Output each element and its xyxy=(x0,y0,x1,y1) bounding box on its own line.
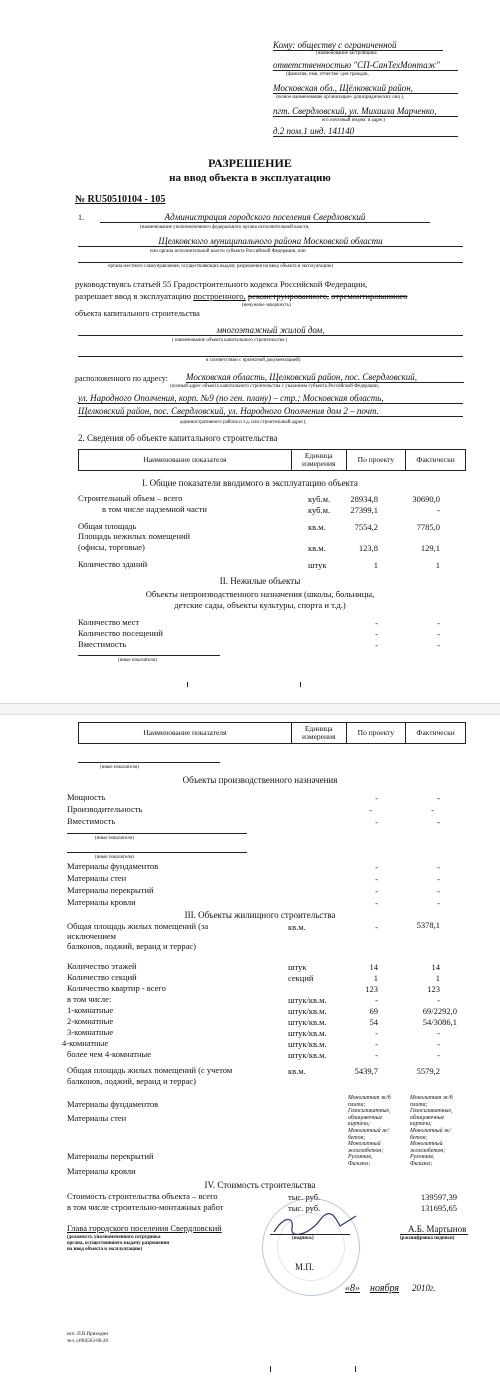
p3-row-name: Количество секций xyxy=(67,972,137,982)
authority-line-2: Щелковского муниципального района Московской области xyxy=(78,236,463,247)
p1-row-actual: - xyxy=(437,505,440,515)
p3-row-actual: 69/2292,0 xyxy=(422,1006,457,1016)
object-caption: ( наименование объекта капитального строительства ) xyxy=(172,338,288,343)
p2-row-project: - xyxy=(375,618,378,628)
res-material-walls: Материалы стен xyxy=(67,1113,127,1123)
other-indicators-caption: (иные показатели) xyxy=(95,836,134,841)
p3-row-unit: штук/кв.м. xyxy=(288,1017,327,1027)
header-actual: Фактически xyxy=(406,723,466,744)
p3-row-name: Количество квартир - всего xyxy=(67,983,166,993)
p1-row-project: 28934,8 xyxy=(350,494,378,504)
p1-row-unit: штук xyxy=(308,560,327,570)
p3-row-unit: штук/кв.м. xyxy=(288,1039,327,1049)
p1-row-project: 123,8 xyxy=(358,543,378,553)
executor-phone: тел. (496)563-00-20 xyxy=(67,1339,109,1344)
allows-label: разрешает ввод в эксплуатацию xyxy=(75,291,192,301)
guided-text: руководствуясь статьей 55 Градостроительного кодекса Российской Федерации, xyxy=(75,279,368,289)
material-row-name: Материалы фундаментов xyxy=(67,861,159,871)
p1-row-actual: 7785,0 xyxy=(416,522,440,532)
living-area-text-2: исключением xyxy=(67,931,117,941)
p3-row-unit: штук/кв.м. xyxy=(288,1050,327,1060)
p2-row-actual: - xyxy=(437,629,440,639)
p3-row-unit: штук/кв.м. xyxy=(288,1006,327,1016)
executor: исп. П.В.Приходин xyxy=(67,1332,108,1337)
p3-row-project: 69 xyxy=(369,1006,378,1016)
part-2-subtitle-2: детские сады, объекты культуры, спорта и т.д.) xyxy=(174,600,346,610)
header-unit: Единица измерения xyxy=(291,450,346,471)
page-separator xyxy=(0,703,500,715)
cost-works-label: в том числе строительно-монтажных работ xyxy=(67,1202,224,1212)
date-year: 2010г. xyxy=(412,1283,436,1293)
table-header-2 xyxy=(78,722,466,744)
total-area-text-2: балконов, лоджий, веранд и террас) xyxy=(67,1076,197,1086)
industrial-row-project: - xyxy=(375,793,378,803)
p3-row-unit: штук xyxy=(288,962,307,972)
part-2-subtitle-1: Объекты непроизводственного назначения (школы, больницы, xyxy=(145,589,375,599)
p3-row-unit: штук/кв.м. xyxy=(288,995,327,1005)
p1-row-name: Общая площадь xyxy=(78,521,137,531)
industrial-row-name: Вместимость xyxy=(67,816,116,826)
p3-row-project: - xyxy=(375,1039,378,1049)
recipient-caption-1: (наименование застройщика xyxy=(316,51,377,56)
total-area-unit: кв.м. xyxy=(288,1066,306,1076)
p2-row-project: - xyxy=(375,629,378,639)
header-project: По проекту xyxy=(346,450,406,471)
p1-row-project: 7554,2 xyxy=(354,522,378,532)
material-row-actual: - xyxy=(437,862,440,872)
p1-row-name: Площадь нежилых помещений xyxy=(78,531,191,541)
signatory-position: Глава городского поселения Свердловский xyxy=(67,1223,222,1233)
p3-row-name: 2-комнатные xyxy=(67,1016,114,1026)
date-month: ноября xyxy=(370,1283,400,1294)
material-row-project: - xyxy=(375,898,378,908)
p1-row-unit: кв.м. xyxy=(308,543,326,553)
seal-label: М.П. xyxy=(295,1262,315,1272)
res-material-roof: Материалы кровли xyxy=(67,1166,136,1176)
living-area-actual: 5378,1 xyxy=(416,920,440,930)
p2-row-name: Количество мест xyxy=(78,617,140,627)
other-indicators-caption: (иные показатели) xyxy=(95,855,134,860)
recipient-caption-4: его почтовый индекс и адрес) xyxy=(322,118,386,123)
material-row-name: Материалы кровли xyxy=(67,897,136,907)
p3-row-name: в том числе: xyxy=(67,994,112,1004)
recipient-line-5: д.2 пом.1 инд. 141140 xyxy=(273,126,458,137)
p3-row-actual: 54/3086,1 xyxy=(422,1017,457,1027)
p3-row-actual: 14 xyxy=(431,962,440,972)
doc-subtitle: на ввод объекта в эксплуатацию xyxy=(169,172,331,184)
position-caption-1: (должность уполномоченного сотрудника xyxy=(67,1235,161,1240)
p1-row-project: 1 xyxy=(373,560,378,570)
position-caption-3: на ввод объекта в эксплуатацию) xyxy=(67,1247,143,1252)
recipient-caption-3: полное наименование организации- для юридических лиц ), xyxy=(276,95,405,100)
p3-row-name: более чем 4-комнатные xyxy=(67,1049,152,1059)
built-option: построенного, xyxy=(193,291,246,301)
material-row-project: - xyxy=(375,874,378,884)
p2-row-project: - xyxy=(375,640,378,650)
address-line-3: Щелковский район, пос. Свердловский, ул. Народного Ополчения дом 2 – почт. xyxy=(78,406,463,417)
p3-row-project: 1 xyxy=(373,973,378,983)
p1-row-name: Количество зданий xyxy=(78,559,148,569)
authority-caption-3: органа местного самоуправления, осуществляющих выдачу разрешения на ввод объекта в эксплуатацию) xyxy=(108,264,334,269)
allows-text xyxy=(75,292,407,301)
material-row-project: - xyxy=(375,886,378,896)
materials-project: Монолитная ж/б плита; Газосиликатные, облицовочные кирпичи; Монолитный ж/бетон; Монолитный железобетон; Рулонная, Филизол; xyxy=(348,1095,391,1167)
industrial-row-project: - xyxy=(375,817,378,827)
header-actual: Фактически xyxy=(406,450,466,471)
industrial-row-actual: - xyxy=(437,793,440,803)
part-4-title: IV. Стоимость строительства xyxy=(204,1180,316,1190)
position-caption-2: органа, осуществившего выдачу разрешения xyxy=(67,1241,170,1246)
signatory-name: А.Б. Мартынов xyxy=(408,1224,467,1234)
p2-row-name: Количество посещений xyxy=(78,628,163,638)
material-row-actual: - xyxy=(437,898,440,908)
object-name: многоэтажный жилой дом, xyxy=(78,325,463,336)
p3-row-project: - xyxy=(375,1028,378,1038)
p1-row-unit: кв.м. xyxy=(308,522,326,532)
industrial-row-name: Производительность xyxy=(67,804,143,814)
part-2-title: II. Нежилые объекты xyxy=(219,576,301,586)
industrial-title: Объекты производственного назначения xyxy=(182,775,338,785)
address-line-2: ул. Народного Ополчения, корп. №9 (по ген. плану) – стр.; Московская область, xyxy=(78,393,463,404)
p1-row-name: Строительный объем – всего xyxy=(78,493,183,503)
recipient-line-4: пгт. Свердловский, ул. Михаила Марченко, xyxy=(273,106,458,117)
header-project: По проекту xyxy=(346,723,406,744)
recipient-line-1: Кому: обществу с ограниченной xyxy=(273,40,443,51)
p3-row-unit: штук/кв.м. xyxy=(288,1028,327,1038)
p3-row-actual: - xyxy=(437,995,440,1005)
p3-row-project: 14 xyxy=(369,962,378,972)
location-label: расположенного по адресу: xyxy=(75,374,168,383)
living-area-project: - xyxy=(375,922,378,932)
p1-row-unit: куб.м. xyxy=(308,494,331,504)
cost-total-unit: тыс. руб. xyxy=(288,1192,321,1202)
total-area-actual: 5579,2 xyxy=(416,1066,440,1076)
recipient-line-2: ответственностью "СП-СанТехМонтаж" xyxy=(273,60,458,71)
p1-row-project: 27399,1 xyxy=(350,505,378,515)
authority-line-1: Администрация городского поселения Свердловский xyxy=(100,212,430,223)
signature-caption: (подпись) xyxy=(292,1236,314,1241)
total-area-text-1: Общая площадь жилых помещений (с учетом xyxy=(67,1065,233,1075)
authority-caption-1: (наименование уполномоченного федерального органа исполнительной власти, xyxy=(140,225,310,230)
date-day: «8» xyxy=(345,1283,360,1294)
res-material-foundation: Материалы фундаментов xyxy=(67,1099,159,1109)
material-row-actual: - xyxy=(437,886,440,896)
table-header-1 xyxy=(78,449,466,471)
address-caption-2: административного района и т.д. или строительный адрес), xyxy=(180,420,307,425)
header-name: Наименование показателя xyxy=(79,450,292,471)
authority-caption-2: или органа исполнительной власти субъекта Российской Федерации, или xyxy=(150,249,306,254)
p3-row-name: 4-комнатные xyxy=(62,1038,109,1048)
p2-row-name: Вместимость xyxy=(78,639,127,649)
cost-works-unit: тыс. руб. xyxy=(288,1203,321,1213)
object-label: объекта капитального строительства xyxy=(75,309,200,318)
material-row-project: - xyxy=(375,862,378,872)
reconstructed-option: реконструированного, xyxy=(247,291,330,301)
p3-row-name: 1-комнатные xyxy=(67,1005,114,1015)
p3-row-unit: секций xyxy=(288,973,314,983)
recipient-line-3: Московская обл., Щёлковский район, xyxy=(273,83,458,94)
p1-row-actual: 30690,0 xyxy=(412,494,440,504)
permit-number: № RU50510104 - 105 xyxy=(75,194,166,205)
p3-row-actual: 123 xyxy=(427,984,440,994)
p1-row-actual: 1 xyxy=(435,560,440,570)
p3-row-name: Количество этажей xyxy=(67,961,137,971)
p3-row-actual: - xyxy=(437,1028,440,1038)
section-2-title: 2. Сведения об объекте капитального строительства xyxy=(78,433,278,443)
p3-row-actual: - xyxy=(437,1039,440,1049)
p1-row-name: в том числе надземной части xyxy=(102,504,207,514)
industrial-row-actual: - xyxy=(431,805,434,815)
other-indicators-caption: (иные показатели) xyxy=(100,765,139,770)
p3-row-actual: 1 xyxy=(435,973,440,983)
cost-works-value: 131695,65 xyxy=(420,1203,457,1213)
strike-caption: (ненужное зачеркнуть) xyxy=(242,303,291,308)
header-unit: Единица измерения xyxy=(291,723,346,744)
address-line-1: Московская область, Щелковский район, пос. Свердловский, xyxy=(186,372,464,383)
recipient-caption-2: (фамилия, имя, отчество -для граждан, xyxy=(286,72,369,77)
p3-row-project: - xyxy=(375,1050,378,1060)
living-area-text-3: балконов, лоджий, веранд и террас) xyxy=(67,941,197,951)
total-area-project: 5439,7 xyxy=(354,1066,378,1076)
p1-row-name: (офисы, торговые) xyxy=(78,542,145,552)
repaired-option: отремонтированного xyxy=(331,291,408,301)
header-name: Наименование показателя xyxy=(79,723,292,744)
other-indicators-caption: (иные показатели) xyxy=(118,658,157,663)
part-3-title: III. Объекты жилищного строительства xyxy=(184,910,336,920)
p3-row-name: 3-комнатные xyxy=(67,1027,114,1037)
p3-row-project: 123 xyxy=(365,984,378,994)
part-1-title: I. Общие показатели вводимого в эксплуатацию объекта xyxy=(142,478,358,488)
res-material-floors: Материалы перекрытий xyxy=(67,1151,154,1161)
cost-total-value: 139597,39 xyxy=(420,1192,457,1202)
section-1-number: 1. xyxy=(78,213,84,222)
material-row-actual: - xyxy=(437,874,440,884)
p3-row-project: - xyxy=(375,995,378,1005)
living-area-text-1: Общая площадь жилых помещений (за xyxy=(67,921,209,931)
doc-title: РАЗРЕШЕНИЕ xyxy=(208,156,292,170)
cost-total-label: Стоимость строительства объекта – всего xyxy=(67,1191,218,1201)
industrial-row-actual: - xyxy=(437,817,440,827)
p2-row-actual: - xyxy=(437,640,440,650)
p1-row-actual: 129,1 xyxy=(420,543,440,553)
p1-row-unit: куб.м. xyxy=(308,505,331,515)
name-caption: (расшифровка подписи) xyxy=(400,1236,455,1241)
living-area-unit: кв.м. xyxy=(288,922,306,932)
material-row-name: Материалы перекрытий xyxy=(67,885,154,895)
material-row-name: Материалы стен xyxy=(67,873,127,883)
p3-row-actual: - xyxy=(437,1050,440,1060)
materials-actual: Монолитная ж/б плита; Газосиликатные, облицовочные кирпичи; Монолитный ж/бетон; Монолитный железобетон; Рулонная, Филизол; xyxy=(410,1095,453,1167)
address-caption-1: (полный адрес объекта капитального строительства с указанием субъекта Российской Федерации, xyxy=(170,384,379,389)
p2-row-actual: - xyxy=(437,618,440,628)
p3-row-project: 54 xyxy=(369,1017,378,1027)
project-docs-caption: в соответствии с проектной документацией) xyxy=(206,358,301,363)
industrial-row-project: - xyxy=(369,805,372,815)
industrial-row-name: Мощность xyxy=(67,792,106,802)
